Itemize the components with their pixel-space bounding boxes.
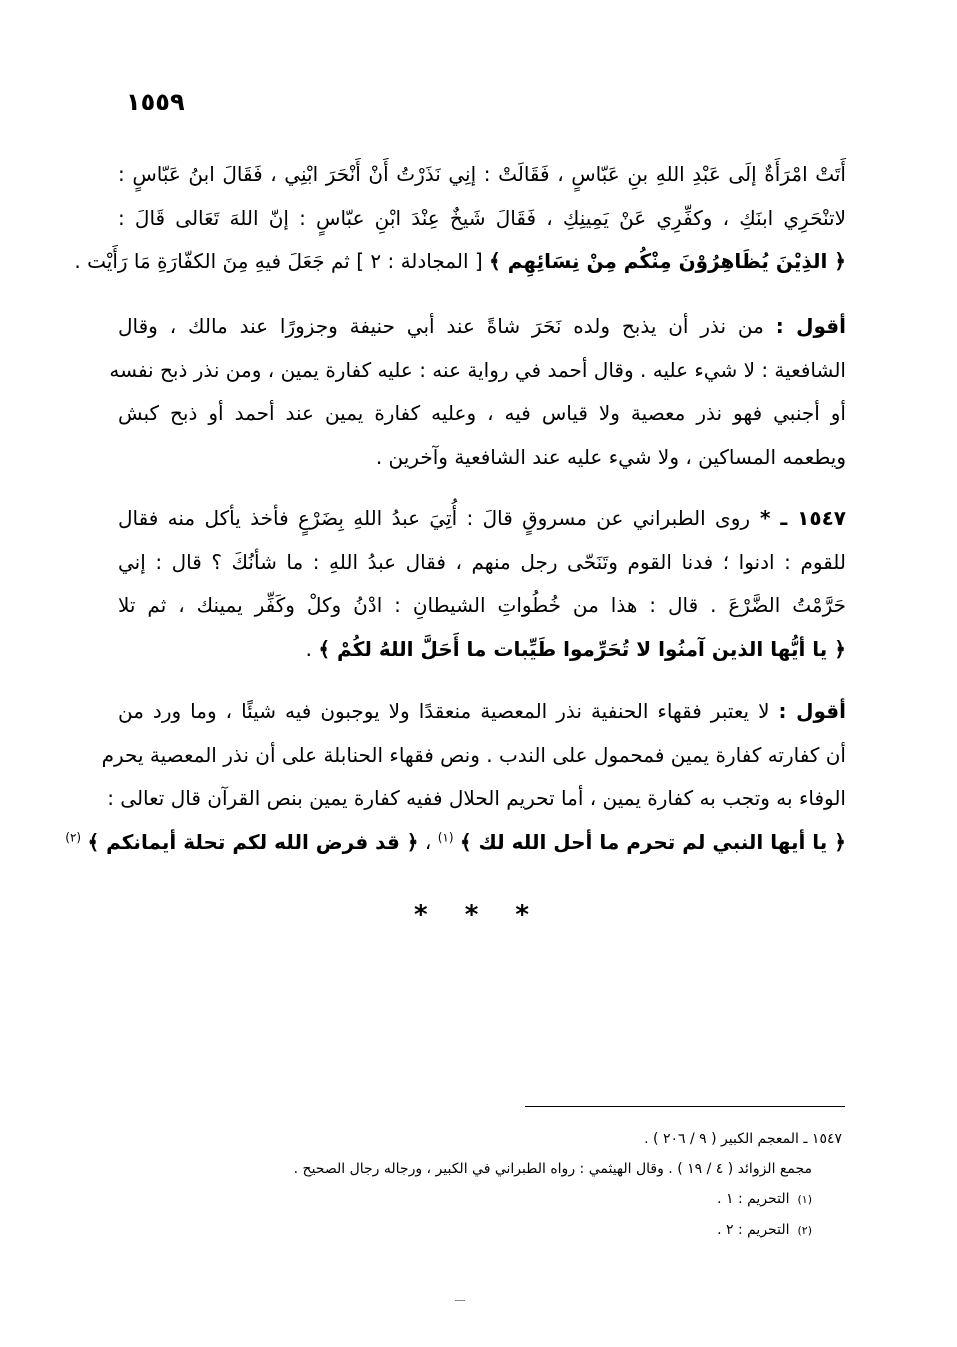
text-line: حَرَّمْتُ الضَّرْعَ . قال : هذا من خُطُواتِ الشيطانِ : ادْنُ وكلْ وكَفِّر يمينك ، ثم تلا <box>118 593 846 617</box>
commentary-paragraph-1 <box>109 305 846 479</box>
hadith-paragraph-1 <box>74 153 846 284</box>
text-line: أَتَتْ امْرَأَةٌ إلَى عَبْدِ اللهِ بنِ عَبّاسٍ ، فَقَالَتْ : إنِي نَذَرْتُ أَنْ أَنْحَرَ ابْنِي ، فَقَالَ ابنُ عَبّاسٍ : <box>118 162 846 186</box>
quran-quote: ﴿ الذِيْنَ يُظَاهِرُوْنَ مِنْكُم مِنْ نِسَائِهِم ﴾ <box>489 249 846 273</box>
footnote: ١٥٤٧ ـ المعجم الكبير ( ٩ / ٢٠٦ ) . <box>644 1131 842 1147</box>
text-line: ﴿ يا أيُّها الذين آمنُوا لا تُحَرِّموا طَيِّبات ما أَحَلَّ اللهُ لكُمْ ﴾ . <box>305 636 846 661</box>
text-line: لاتنْحَرِي ابنَكِ ، وكفِّرِي عَنْ يَمِينِكِ ، فَقَالَ شَيخٌ عِنْدَ ابْنِ عبّاسٍ : إنّ اللهَ تَعَالى قَالَ : <box>118 205 846 230</box>
footnote-ref: (٢) <box>65 829 82 844</box>
text-line: ١٥٤٧ ـ * روى الطبراني عن مسروقٍ قالَ : أُتِيَ عبدُ اللهِ بِضَرْعٍ فأخذ يأكل منه فقال <box>118 506 846 530</box>
quran-quote: ﴿ قد فرض الله لكم تحلة أيمانكم ﴾ <box>87 829 419 854</box>
footnotes <box>200 1124 842 1246</box>
text-line: للقوم : ادنوا ؛ فدنا القوم وتَنَحّى رجل منهم ، فقال عبدُ اللهِ : ما شأنُكَ ؟ قال : إني <box>118 549 846 574</box>
commentary-paragraph-2 <box>65 690 846 864</box>
text-line: أقول : من نذر أن يذبح ولده نَحَرَ شاةً عند أبي حنيفة وجزورًا عند مالك ، وقال <box>118 314 846 338</box>
footnote-divider <box>525 1106 845 1107</box>
section-separator: * * * <box>414 900 543 930</box>
text-line: ويطعمه المساكين ، ولا شيء عليه عند الشافعية وآخرين . <box>375 444 846 469</box>
text-line: أو أجنبي فهو نذر معصية ولا قياس فيه ، وعليه كفارة يمين عند أحمد أو ذبح كبش <box>118 401 846 425</box>
page-number: ١٥٥٩ <box>126 88 185 116</box>
footnote-number: (٢) <box>797 1224 812 1237</box>
footnote: (٢)التحريم : ٢ . <box>717 1222 812 1238</box>
text-line: أقول : لا يعتبر فقهاء الحنفية نذر المعصية منعقدًا ولا يوجبون فيه شيئًا ، وما ورد من <box>118 699 846 723</box>
text-line <box>74 240 846 284</box>
text-line: الشافعية : لا شيء عليه . وقال أحمد في رواية عنه : عليه كفارة يمين ، ومن نذر ذبح نفسه <box>109 357 846 382</box>
footnote: (١)التحريم : ١ . <box>717 1191 812 1207</box>
commentary-lead: أقول : <box>775 314 846 338</box>
footnote-number: (١) <box>797 1193 812 1206</box>
quote-reference: [ المجادلة : ٢ ] ثم جَعَلَ فيهِ مِنَ الكفّارَةِ مَا رَأَيْت . <box>74 249 490 273</box>
footnote-ref: (١) <box>437 829 454 844</box>
text-line: الوفاء به وتجب به كفارة يمين ، أما تحريم الحلال ففيه كفارة يمين بنص القرآن قال تعالى : <box>107 786 846 810</box>
quran-quote: ﴿ يا أيُّها الذين آمنُوا لا تُحَرِّموا طَيِّبات ما أَحَلَّ اللهُ لكُمْ ﴾ <box>318 636 846 661</box>
text-line: ﴿ يا أيها النبي لم تحرم ما أحل الله لك ﴾ $^{(١)}$ ، ﴿ قد فرض الله لكم تحلة أيمانكم ﴾ $^{(٢)}$ <box>65 829 846 854</box>
quran-quote: ﴿ يا أيها النبي لم تحرم ما أحل الله لك ﴾ <box>459 829 846 854</box>
footnote: مجمع الزوائد ( ٤ / ١٩ ) . وقال الهيثمي : رواه الطبراني في الكبير ، ورجاله رجال الصحيح . <box>293 1161 812 1177</box>
hadith-number: ١٥٤٧ ـ * <box>750 506 846 530</box>
hadith-paragraph-1547 <box>118 497 846 671</box>
text-line: أن كفارته كفارة يمين فمحمول على الندب . ونص فقهاء الحنابلة على أن نذر المعصية يحرم <box>101 742 846 767</box>
commentary-lead: أقول : <box>778 699 846 723</box>
scan-mark <box>455 1300 465 1301</box>
